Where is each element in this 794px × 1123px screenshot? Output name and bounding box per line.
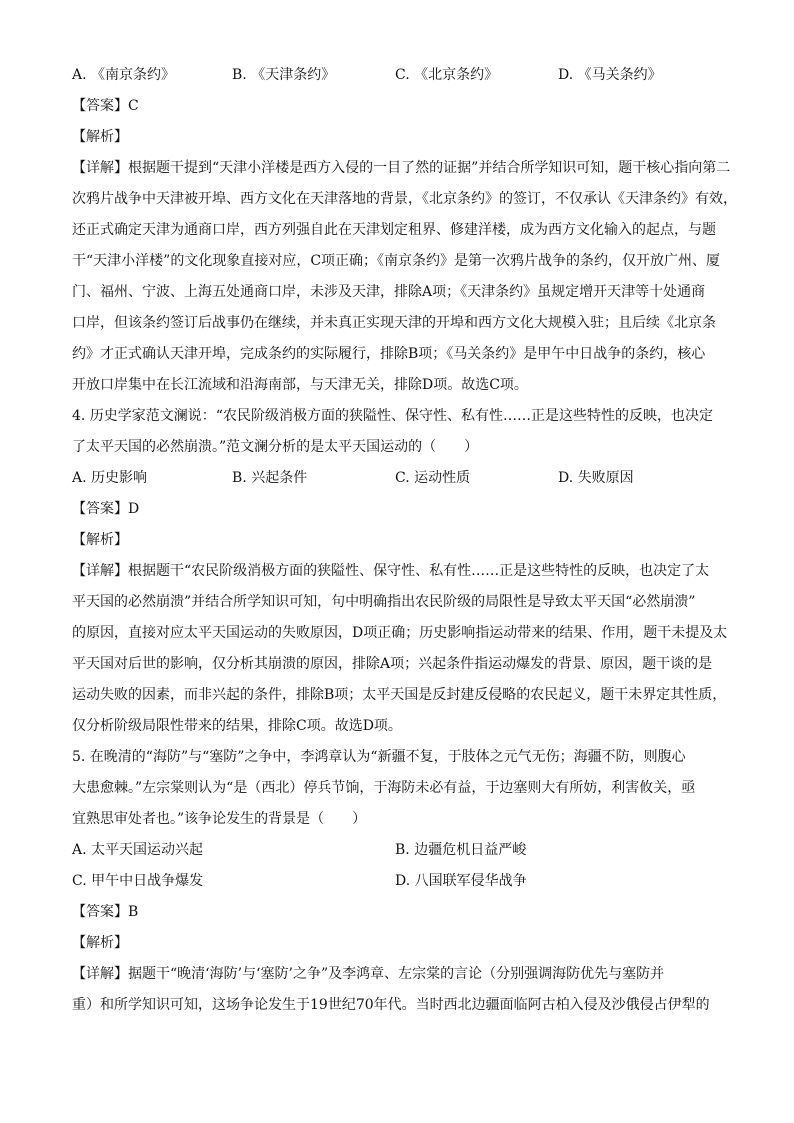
q5-option-a: A. 太平天国运动兴起: [72, 842, 204, 858]
q4-stem: [72, 401, 732, 463]
q5-stem-line: 大患愈棘。”左宗棠则认为“是（西北）停兵节饷，于海防未必有益，于边塞则大有所妨，利害攸关，亟: [72, 780, 696, 796]
q5-detail: [72, 959, 732, 1021]
q4-analysis-heading: 【解析】: [72, 532, 128, 548]
q4-detail-line: 平天国对后世的影响，仅分析其崩溃的原因，排除A项；兴起条件指运动爆发的背景、原因，题干谈的是: [72, 656, 713, 672]
q4-detail-line: 平天国的必然崩溃”并结合所学知识可知，句中明确指出农民阶级的局限性是导致太平天国“必然崩溃”: [72, 594, 696, 610]
q5-option-d: D. 八国联军侵华战争: [395, 873, 527, 889]
q4-detail: [72, 556, 732, 742]
q4-detail-line: 的原因，直接对应太平天国运动的失败原因，D项正确；历史影响指运动带来的结果、作用，题干未提及太: [72, 625, 728, 641]
q3-option-c: C. 《北京条约》: [395, 67, 499, 83]
q4-detail-line: 仅分析阶级局限性带来的结果，排除C项。故选D项。: [72, 718, 402, 734]
q5-stem-line: 5. 在晚清的“海防”与“塞防”之争中，李鸿章认为“新疆不复，于肢体之元气无伤；海疆不防，则腹心: [72, 749, 686, 765]
q3-option-b: B. 《天津条约》: [232, 67, 336, 83]
q3-detail-line: 还正式确定天津为通商口岸，西方列强自此在天津划定租界、修建洋楼，成为西方文化输入的起点，与题: [72, 222, 716, 238]
q5-analysis-heading: 【解析】: [72, 935, 128, 951]
q3-answer: 【答案】C: [72, 98, 139, 114]
q3-detail-line: 【详解】根据题干提到“天津小洋楼是西方入侵的一目了然的证据”并结合所学知识可知，题干核心指向第二: [72, 160, 731, 176]
q3-option-d: D. 《马关条约》: [558, 67, 662, 83]
document-page: [72, 60, 737, 1021]
q4-detail-line: 运动失败的因素，而非兴起的条件，排除B项；太平天国是反封建反侵略的农民起义，题干未界定其性质，: [72, 687, 727, 703]
q5-detail-line: 重）和所学知识可知，这场争论发生于19世纪70年代。当时西北边疆面临阿古柏入侵及沙俄侵占伊犁的: [72, 997, 710, 1013]
q4-stem-line: 了太平天国的必然崩溃。”范文澜分析的是太平天国运动的（ ）: [72, 439, 479, 455]
q5-option-c: C. 甲午中日战争爆发: [72, 873, 204, 889]
q4-option-d: D. 失败原因: [558, 470, 634, 486]
q3-detail-line: 门、福州、宁波、上海五处通商口岸，未涉及天津，排除A项；《天津条约》虽规定增开天津等十处通商: [72, 284, 706, 300]
q3-options-row: [72, 60, 732, 91]
q5-option-b: B. 边疆危机日益严峻: [395, 842, 527, 858]
q4-option-c: C. 运动性质: [395, 470, 471, 486]
q4-options-row: [72, 463, 732, 494]
q5-detail-line: 【详解】据题干“晚清‘海防’与‘塞防’之争”及李鸿章、左宗棠的言论（分别强调海防优先与塞防并: [72, 966, 665, 982]
q5-stem: [72, 742, 732, 835]
q4-stem-line: 4. 历史学家范文澜说：“农民阶级消极方面的狭隘性、保守性、私有性……正是这些特性的反映，也决定: [72, 408, 713, 424]
q5-answer: 【答案】B: [72, 904, 139, 920]
q4-answer: 【答案】D: [72, 501, 140, 517]
q3-detail-line: 干“天津小洋楼”的文化现象直接对应，C项正确；《南京条约》是第一次鸦片战争的条约，仅开放广州、厦: [72, 253, 721, 269]
q5-options-row-2: [72, 866, 732, 897]
q5-options-row-1: [72, 835, 732, 866]
q4-option-b: B. 兴起条件: [232, 470, 308, 486]
q3-detail-line: 约》才正式确认天津开埠，完成条约的实际履行，排除B项；《马关条约》是甲午中日战争的条约，核心: [72, 346, 706, 362]
q3-detail-line: 口岸，但该条约签订后战事仍在继续，并未真正实现天津的开埠和西方文化大规模入驻；且后续《北京条: [72, 315, 716, 331]
q3-detail-line: 次鸦片战争中天津被开埠、西方文化在天津落地的背景，《北京条约》的签订，不仅承认《天津条约》有效，: [72, 191, 737, 207]
q4-option-a: A. 历史影响: [72, 470, 148, 486]
q3-detail-line: 开放口岸集中在长江流域和沿海南部，与天津无关，排除D项。故选C项。: [72, 377, 528, 393]
q3-analysis-heading: 【解析】: [72, 129, 128, 145]
q5-stem-line: 宜熟思审处者也。”该争论发生的背景是（ ）: [72, 811, 367, 827]
q4-detail-line: 【详解】根据题干“农民阶级消极方面的狭隘性、保守性、私有性……正是这些特性的反映，也决定了太: [72, 563, 710, 579]
q3-detail: [72, 153, 737, 401]
q3-option-a: A. 《南京条约》: [72, 67, 176, 83]
